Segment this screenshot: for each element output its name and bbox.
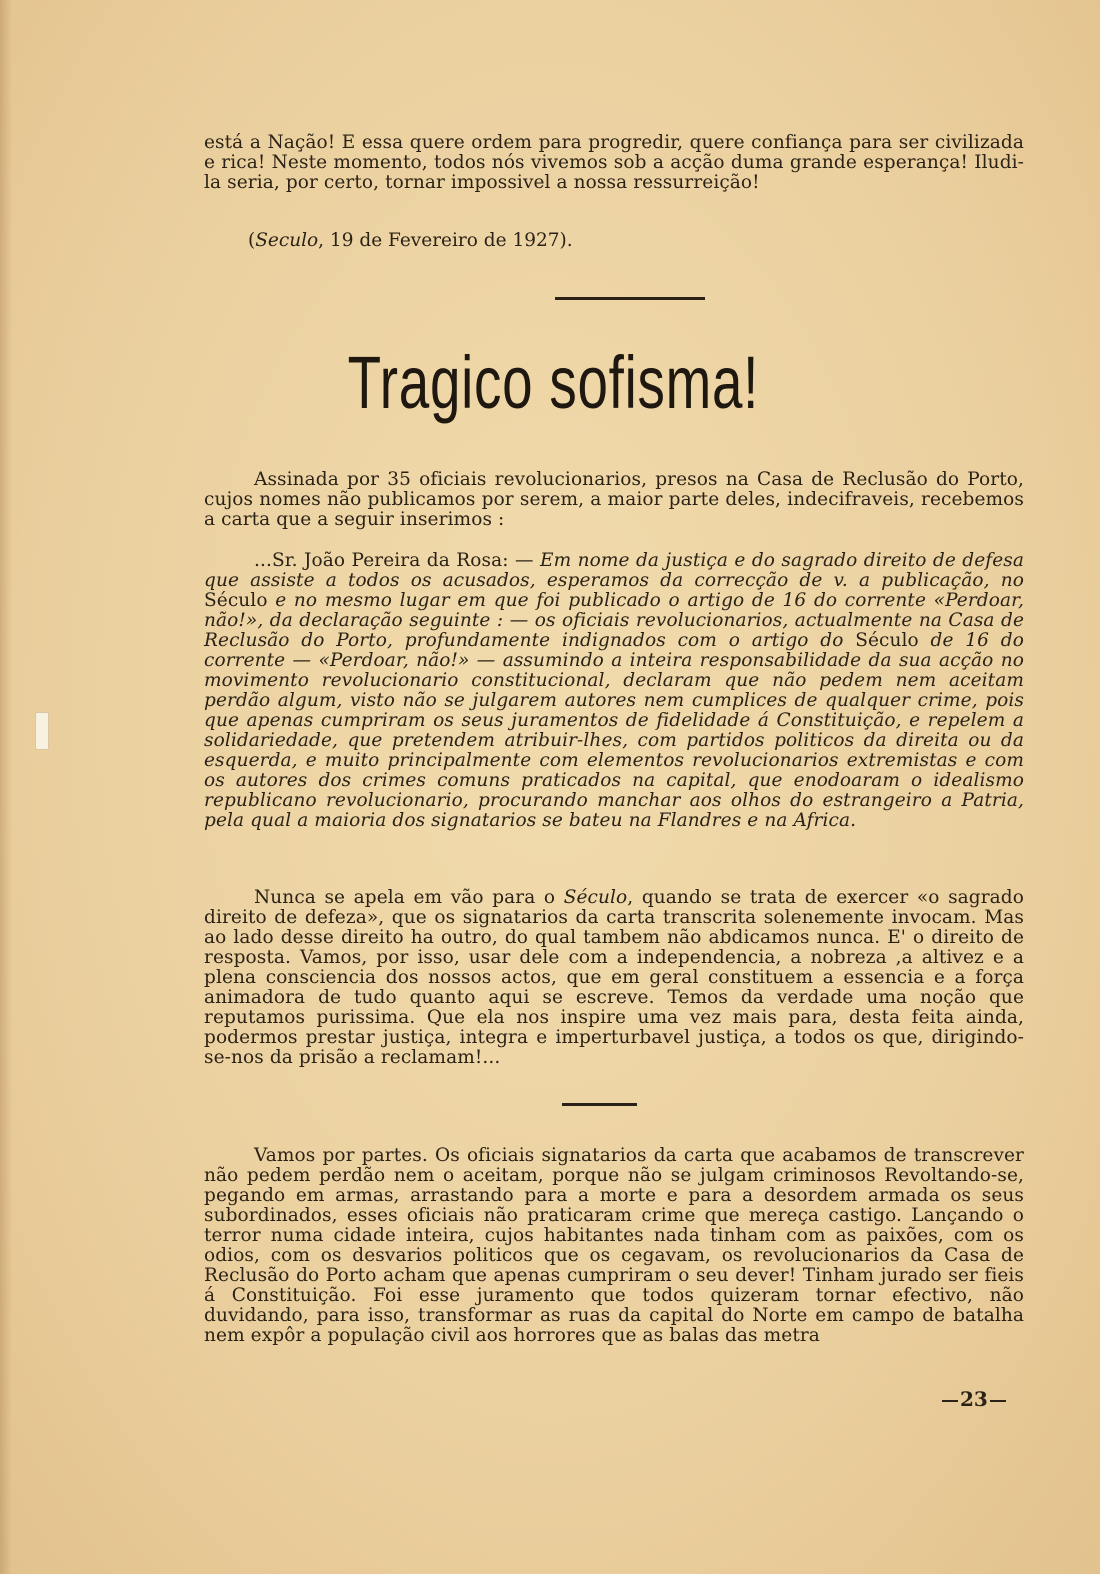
section-divider-short bbox=[562, 1103, 637, 1106]
final-text: Vamos por partes. Os oficiais signatarios da carta que acabamos de transcrever não pedem perdão nem o aceitam, porque não se julgam criminosos Revoltando-se, pegando em armas, arrastando para a morte e para a desordem armada os seus subordinados, esses oficiais não praticaram crime que mereça castigo. Lançando o terror numa cidade inteira, cujos habitantes nada tinham com as paixões, com os odios, com os desvarios politicos que os cegavam, os revolucionarios da Casa de Reclusão do Porto acham que apenas cumpriram o seu dever! Tinham jurado ser fieis á Constituição. Foi esse juramento que todos quizeram tornar efectivo, não duvidando, para isso, transformar as ruas da capital do Norte em campo de batalha nem expôr a população civil aos horrores que as balas das metra bbox=[204, 1145, 1024, 1346]
reply-paragraph: Nunca se apela em vão para o Século, quando se trata de exercer «o sagrado direito de defeza», que os signatarios da carta transcrita solenemente invocam. Mas ao lado desse direito ha outro, do qual tambem não abdicamos nunca. E' o direito de resposta. Vamos, por isso, usar dele com a independencia, a nobreza ,a altivez e a plena consciencia dos nossos actos, que em geral constituem a essencia e a força animadora de tudo quanto aqui se escreve. Temos da verdade uma noção que reputamos purissima. Que ela nos inspire uma vez mais para, desta feita ainda, podermos prestar justiça, integra e imperturbavel justiça, a todos os que, dirigindo-se-nos da prisão a reclamam!... bbox=[204, 887, 1024, 1068]
intro-paragraph bbox=[204, 133, 1024, 193]
final-paragraph bbox=[204, 1146, 1024, 1346]
letter-salutation: ...Sr. João Pereira da Rosa: — bbox=[254, 550, 540, 571]
paper-tape-mark bbox=[35, 712, 49, 750]
source-name: Seculo bbox=[255, 230, 319, 251]
lead-paragraph bbox=[204, 470, 1024, 530]
intro-text: está a Nação! E essa quere ordem para progredir, quere confiança para ser civilizada e rica! Neste momento, todos nós vivemos sob a acção duma grande esperança! Iludi-la seria, por certo, tornar impossivel a nossa ressurreição! bbox=[204, 132, 1024, 193]
section-divider bbox=[555, 297, 705, 300]
page-fold-shadow bbox=[0, 0, 12, 1574]
source-date: , 19 de Fevereiro de 1927). bbox=[318, 230, 573, 251]
source-citation: (Seculo, 19 de Fevereiro de 1927). bbox=[248, 230, 573, 251]
page-number: 23 bbox=[940, 1387, 1008, 1411]
article-title: Tragico sofisma! bbox=[347, 341, 760, 424]
lead-text: Assinada por 35 oficiais revolucionarios, presos na Casa de Reclusão do Porto, cujos nomes não publicamos por serem, a maior parte deles, indecifraveis, recebemos a carta que a seguir inserimos : bbox=[204, 469, 1024, 530]
letter-quote: ...Sr. João Pereira da Rosa: — Em nome da justiça e do sagrado direito de defesa que assiste a todos os acusados, esperamos da correcção de v. a publicação, no Século e no mesmo lugar em que foi publicado o artigo de 16 do corrente «Perdoar, não!», da declaração seguinte : — os oficiais revolucionarios, actualmente na Casa de Reclusão do Porto, profundamente indignados com o artigo do Século de 16 do corrente — «Perdoar, não!» — assumindo a inteira responsabilidade da sua acção no movimento revolucionario constitucional, declaram que não pedem nem aceitam perdão algum, visto não se julgarem autores nem cumplices de qualquer crime, pois que apenas cumpriram os seus juramentos de fidelidade á Constituição, e repelem a solidariedade, que pretendem atribuir-lhes, com partidos politicos da direita ou da esquerda, e muito principalmente com elementos revolucionarios extremistas e com os autores dos crimes comuns praticados na capital, que enodoaram o idealismo republicano revolucionario, procurando manchar aos olhos do estrangeiro a Patria, pela qual a maioria dos signatarios se bateu na Flandres e na Africa. bbox=[204, 550, 1024, 831]
